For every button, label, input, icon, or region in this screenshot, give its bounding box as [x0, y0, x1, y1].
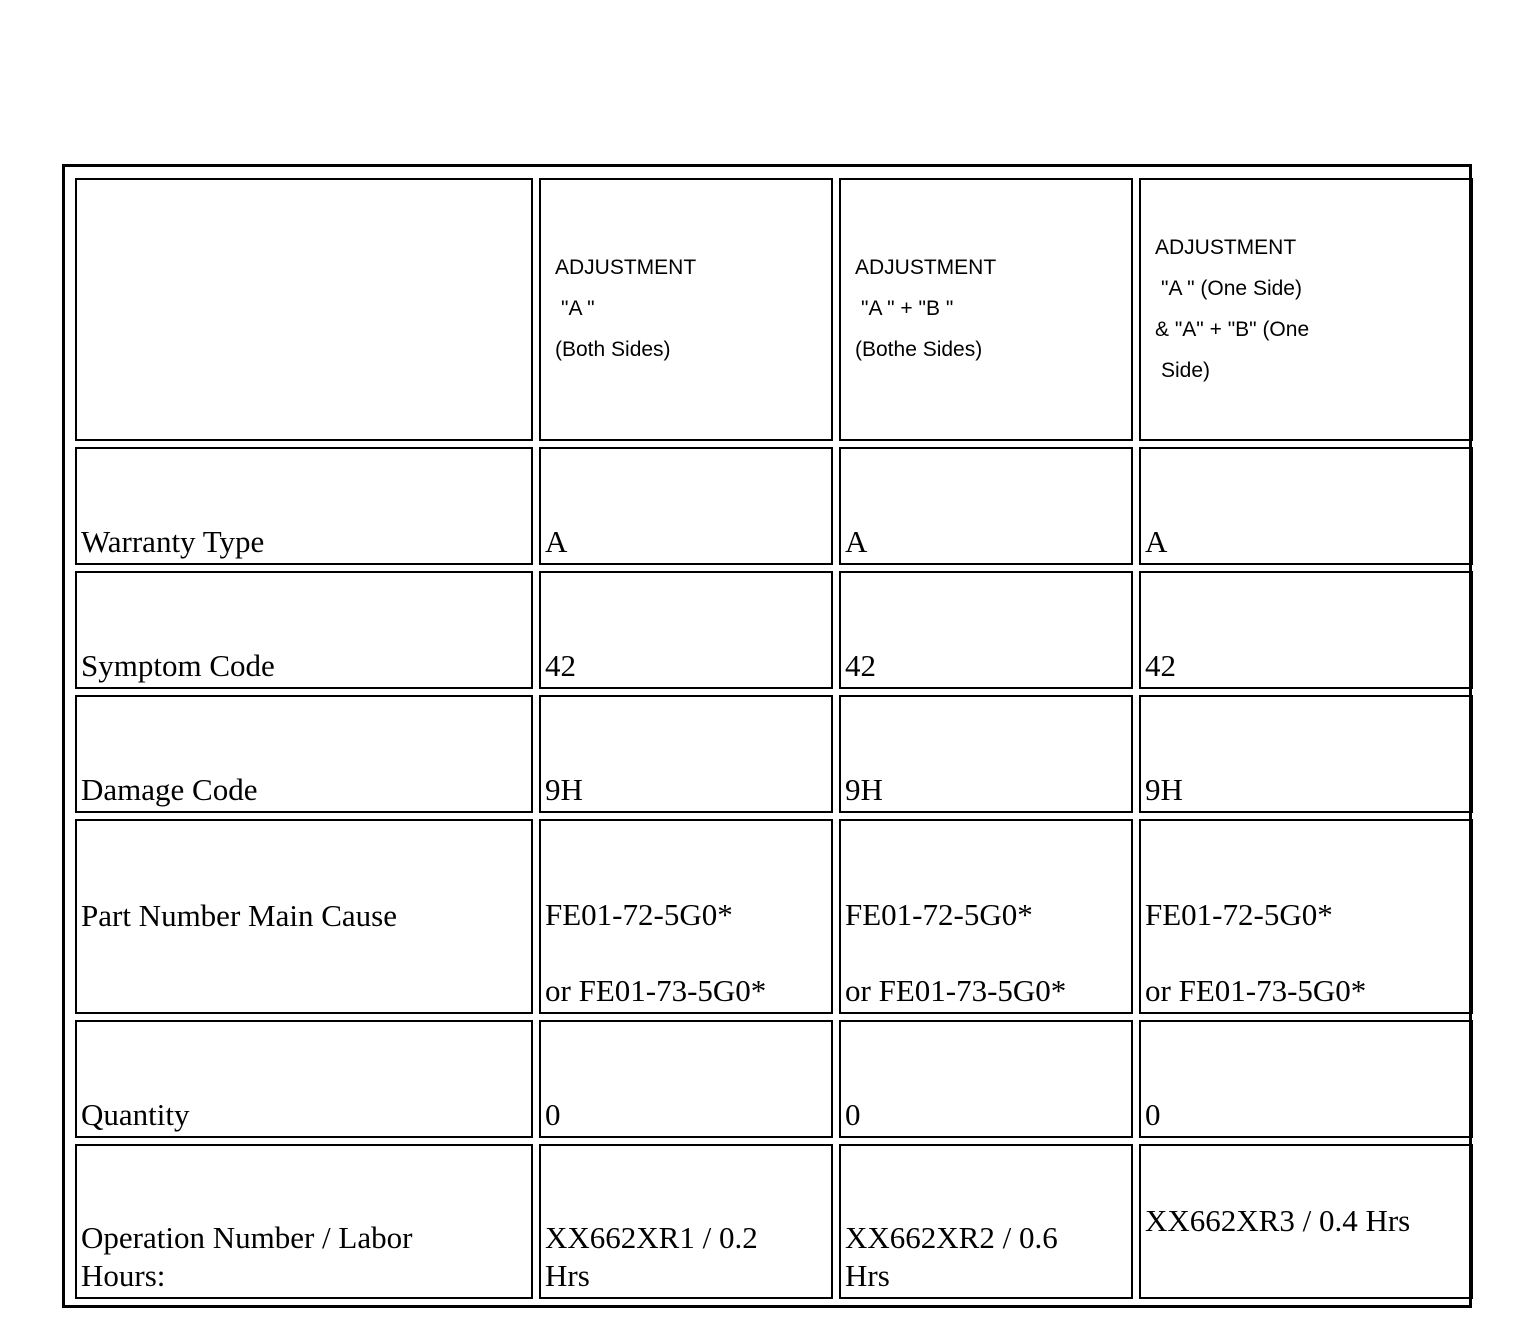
- table-cell: [539, 1144, 833, 1299]
- table-row-damage-code: [75, 695, 1473, 813]
- part-number-primary: FE01-72-5G0*: [845, 897, 1033, 932]
- warranty-table: [69, 172, 1479, 1305]
- table-cell: 9H: [1139, 695, 1473, 813]
- table-cell: A: [839, 447, 1133, 565]
- operation-line: XX662XR2 / 0.6: [845, 1220, 1058, 1255]
- row-label: [75, 1144, 533, 1299]
- table-cell: [839, 1144, 1133, 1299]
- table-cell: 0: [1139, 1020, 1473, 1138]
- table-cell: 0: [539, 1020, 833, 1138]
- table-row-part-number: [75, 819, 1473, 1014]
- table-row-operation-number: [75, 1144, 1473, 1299]
- row-label: Damage Code: [75, 695, 533, 813]
- row-label-line: Operation Number / Labor: [81, 1220, 413, 1255]
- header-cell-adjustment-a-plus-b: [839, 178, 1133, 441]
- header-blank-cell: [75, 178, 533, 441]
- table-cell: 42: [839, 571, 1133, 689]
- operation-line: Hrs: [845, 1258, 890, 1293]
- table-cell: 42: [1139, 571, 1473, 689]
- header-line: ADJUSTMENT: [555, 256, 697, 279]
- operation-line: XX662XR3 / 0.4 Hrs: [1145, 1202, 1411, 1238]
- table-cell: A: [1139, 447, 1473, 565]
- row-label: Quantity: [75, 1020, 533, 1138]
- header-line: & "A" + "B" (One: [1155, 317, 1310, 341]
- operation-line: XX662XR1 / 0.2: [545, 1220, 758, 1255]
- part-number-alternate: or FE01-73-5G0*: [845, 973, 1067, 1008]
- part-number-alternate: or FE01-73-5G0*: [545, 973, 767, 1008]
- header-line: "A " (One Side): [1161, 276, 1302, 300]
- header-line: "A " + "B ": [861, 297, 954, 320]
- table-cell: [539, 819, 833, 1014]
- header-line: (Bothe Sides): [855, 338, 983, 361]
- header-cell-adjustment-a: [539, 178, 833, 441]
- part-number-primary: FE01-72-5G0*: [545, 897, 733, 932]
- header-cell-adjustment-one-side: [1139, 178, 1473, 441]
- header-line: (Both Sides): [555, 338, 671, 361]
- table-row-quantity: [75, 1020, 1473, 1138]
- header-line: "A ": [561, 297, 595, 320]
- row-label-line: Hours:: [81, 1258, 166, 1293]
- row-label: Symptom Code: [75, 571, 533, 689]
- operation-line: Hrs: [545, 1258, 590, 1293]
- table-cell: 0: [839, 1020, 1133, 1138]
- part-number-alternate: or FE01-73-5G0*: [1145, 973, 1367, 1008]
- table-cell: 9H: [539, 695, 833, 813]
- table-cell: 42: [539, 571, 833, 689]
- table-cell: [1139, 819, 1473, 1014]
- header-line: Side): [1161, 358, 1211, 382]
- header-row: [75, 178, 1473, 441]
- header-line: ADJUSTMENT: [855, 256, 997, 279]
- table-row-warranty-type: [75, 447, 1473, 565]
- table-cell: A: [539, 447, 833, 565]
- warranty-table-frame: [62, 164, 1472, 1308]
- row-label: Warranty Type: [75, 447, 533, 565]
- header-line: ADJUSTMENT: [1155, 235, 1297, 259]
- table-cell: [1139, 1144, 1473, 1299]
- row-label: Part Number Main Cause: [75, 819, 533, 1014]
- part-number-primary: FE01-72-5G0*: [1145, 897, 1333, 932]
- table-row-symptom-code: [75, 571, 1473, 689]
- table-cell: 9H: [839, 695, 1133, 813]
- table-cell: [839, 819, 1133, 1014]
